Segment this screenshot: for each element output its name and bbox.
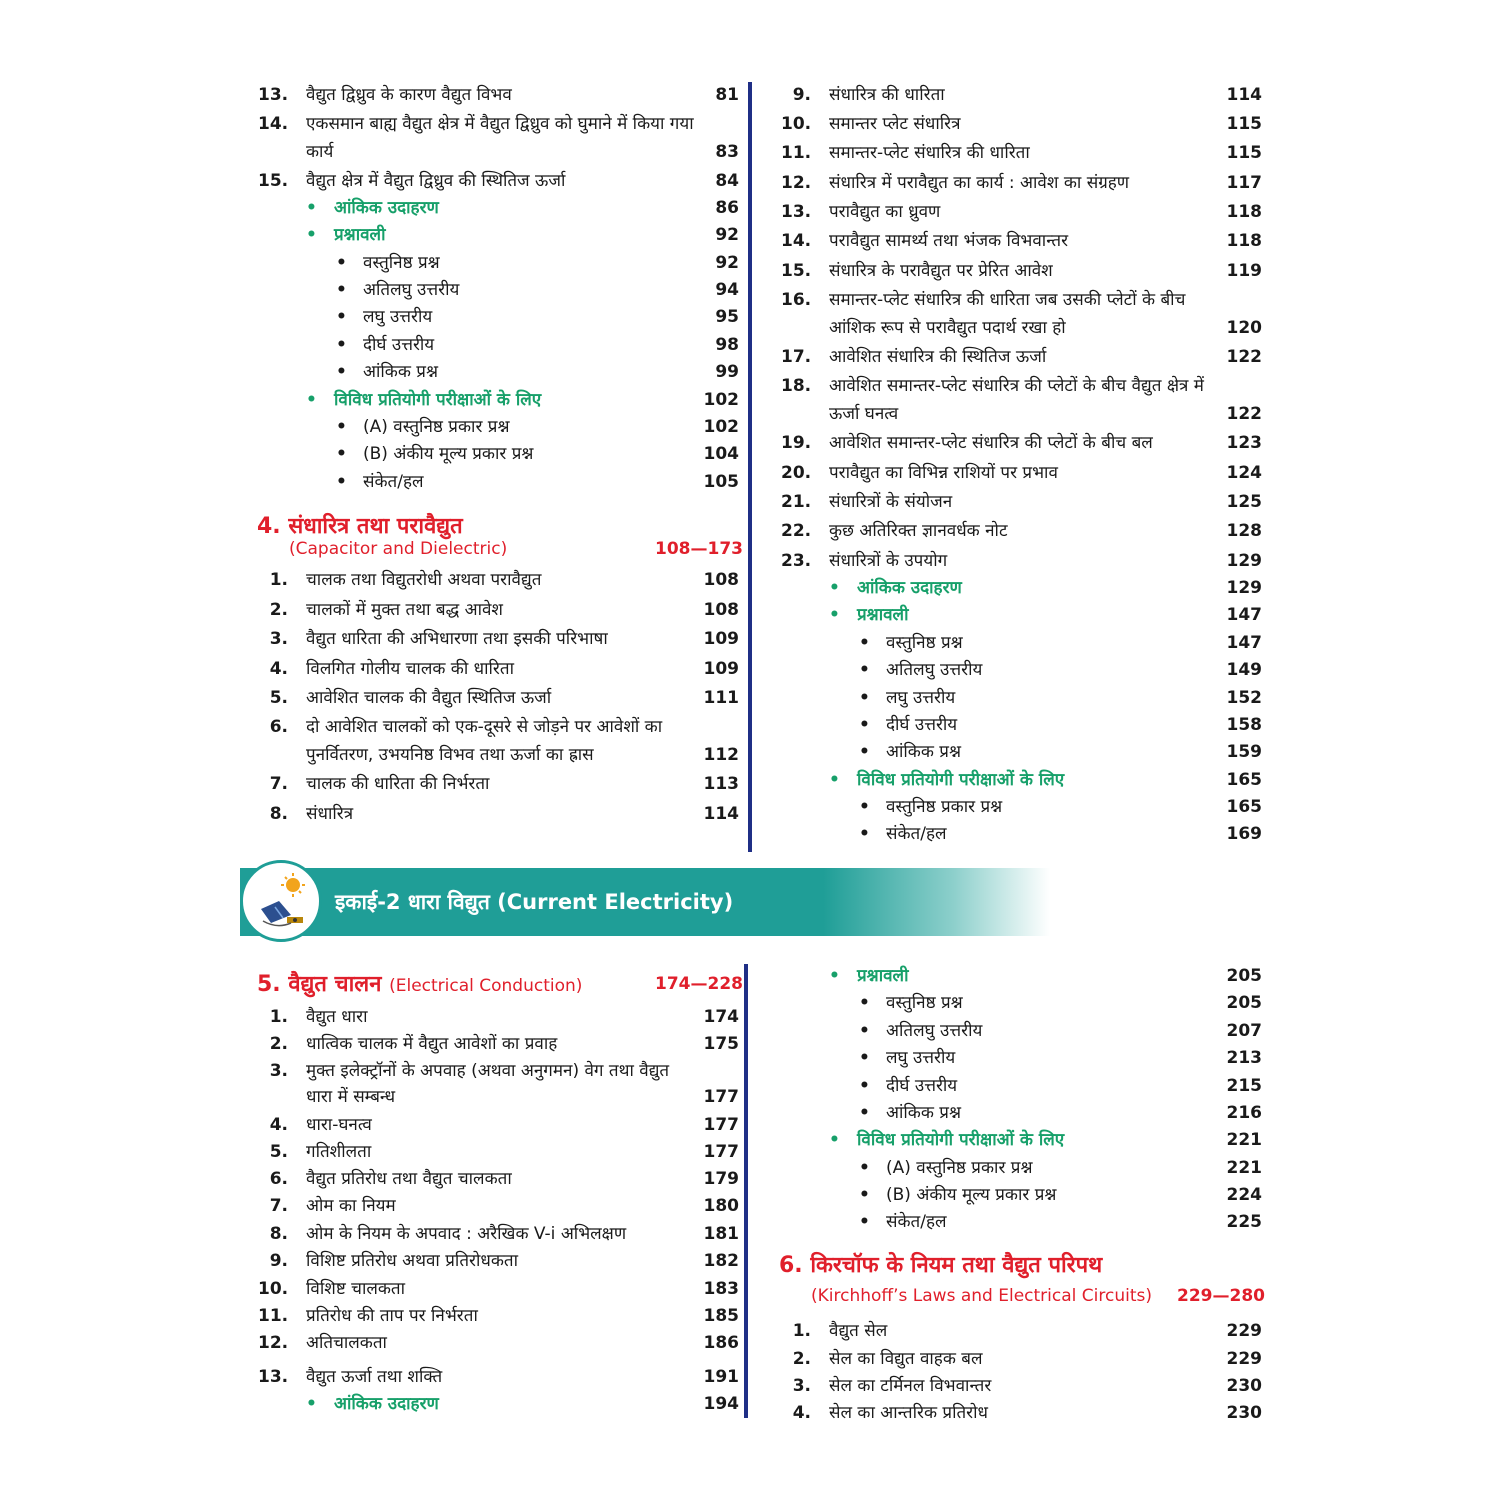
entry-page-number: 83 [715,142,739,162]
column-divider-bottom [744,964,748,1418]
entry-number: 9. [269,1251,288,1271]
entry-page-number: 186 [703,1333,739,1353]
entry-number: 12. [781,173,812,193]
bullet-icon: • [829,605,840,625]
entry-page-number: 225 [1226,1212,1262,1232]
entry-page-number: 207 [1226,1021,1262,1041]
bullet-icon: • [306,198,317,218]
entry-page-number: 177 [703,1115,739,1135]
entry-page-number: 177 [703,1087,739,1107]
bullet-icon: • [336,307,347,327]
bullet-icon: • [859,660,870,680]
bullet-icon: • [859,1076,870,1096]
entry-number: 6. [269,1169,288,1189]
entry-title: आंकिक उदाहरण [857,578,962,598]
entry-page-number: 191 [703,1367,739,1387]
entry-number: 5. [269,1142,288,1162]
entry-title: संकेत/हल [886,824,947,844]
bullet-icon: • [859,1048,870,1068]
toc-column-chapter-6 [781,0,1262,1430]
entry-page-number: 118 [1226,231,1262,251]
entry-page-number: 215 [1226,1076,1262,1096]
entry-number: 6. [269,717,288,737]
entry-title: मुक्त इलेक्ट्रॉनों के अपवाह (अथवा अनुगमन) वेग तथा वैद्युत [306,1061,670,1081]
entry-title: प्रश्नावली [334,225,386,245]
toc-column-chapter-5-left [258,0,739,1430]
entry-page-number: 182 [703,1251,739,1271]
bullet-icon: • [306,225,317,245]
entry-number: 17. [781,347,812,367]
entry-title: सेल का आन्तरिक प्रतिरोध [829,1403,988,1423]
entry-page-number: 152 [1226,688,1262,708]
entry-number: 1. [269,1007,288,1027]
entry-title: संधारित्रों के उपयोग [829,551,948,571]
bullet-icon: • [336,472,347,492]
entry-page-number: 114 [703,804,739,824]
entry-number: 11. [781,143,812,163]
entry-number: 13. [258,85,289,105]
entry-number: 9. [792,85,811,105]
entry-title: कुछ अतिरिक्त ज्ञानवर्धक नोट [829,521,1008,541]
bullet-icon: • [306,1394,317,1414]
entry-page-number: 115 [1226,114,1262,134]
entry-page-number: 179 [703,1169,739,1189]
entry-page-number: 102 [703,390,739,410]
chapter-5-pages: 174—228 [655,974,743,994]
entry-title: आंशिक रूप से परावैद्युत पदार्थ रखा हो [829,318,1066,338]
entry-page-number: 92 [715,225,739,245]
entry-title: संधारित्र [306,804,354,824]
entry-page-number: 108 [703,600,739,620]
entry-number: 14. [781,231,812,251]
bullet-icon: • [859,688,870,708]
entry-page-number: 224 [1226,1185,1262,1205]
entry-page-number: 119 [1226,261,1262,281]
entry-page-number: 229 [1226,1321,1262,1341]
entry-page-number: 86 [715,198,739,218]
entry-page-number: 102 [703,417,739,437]
entry-title: संकेत/हल [886,1212,947,1232]
entry-title: वस्तुनिष्ठ प्रश्न [886,993,963,1013]
entry-title: वस्तुनिष्ठ प्रकार प्रश्न [886,797,1003,817]
entry-page-number: 95 [715,307,739,327]
column-divider-top [748,82,752,852]
entry-title: संधारित्रों के संयोजन [829,492,953,512]
entry-title: लघु उत्तरीय [886,688,956,708]
entry-title: समान्तर प्लेट संधारित्र [829,114,961,134]
entry-title: (B) अंकीय मूल्य प्रकार प्रश्न [886,1185,1057,1205]
entry-title: सेल का टर्मिनल विभवान्तर [829,1376,992,1396]
entry-page-number: 118 [1226,202,1262,222]
entry-page-number: 216 [1226,1103,1262,1123]
entry-number: 8. [269,804,288,824]
entry-title: दो आवेशित चालकों को एक-दूसरे से जोड़ने पर आवेशों का [306,717,663,737]
entry-page-number: 147 [1226,633,1262,653]
entry-page-number: 230 [1226,1376,1262,1396]
entry-title: वस्तुनिष्ठ प्रश्न [363,253,440,273]
entry-page-number: 230 [1226,1403,1262,1423]
entry-title: (B) अंकीय मूल्य प्रकार प्रश्न [363,444,534,464]
bullet-icon: • [829,578,840,598]
entry-title: वैद्युत प्रतिरोध तथा वैद्युत चालकता [306,1169,512,1189]
entry-title: विलगित गोलीय चालक की धारिता [306,659,514,679]
entry-title: वैद्युत धारा [306,1007,368,1027]
entry-title: आंकिक उदाहरण [334,198,439,218]
entry-title: दीर्घ उत्तरीय [886,715,958,735]
entry-title: (A) वस्तुनिष्ठ प्रकार प्रश्न [363,417,510,437]
entry-page-number: 117 [1226,173,1262,193]
entry-page-number: 129 [1226,551,1262,571]
entry-page-number: 125 [1226,492,1262,512]
entry-number: 4. [792,1403,811,1423]
entry-page-number: 213 [1226,1048,1262,1068]
entry-title: चालक तथा विद्युतरोधी अथवा परावैद्युत [306,570,542,590]
chapter-4-pages: 108—173 [655,539,743,559]
entry-title: परावैद्युत सामर्थ्य तथा भंजक विभवान्तर [829,231,1069,251]
entry-number: 3. [792,1376,811,1396]
entry-title: संधारित्र के परावैद्युत पर प्रेरित आवेश [829,261,1053,281]
entry-number: 3. [269,629,288,649]
chapter-4-title[interactable]: 4. संधारित्र तथा परावैद्युत [257,514,463,539]
entry-page-number: 181 [703,1224,739,1244]
entry-page-number: 194 [703,1394,739,1414]
entry-number: 10. [781,114,812,134]
entry-page-number: 169 [1226,824,1262,844]
entry-page-number: 122 [1226,404,1262,424]
entry-title: संकेत/हल [363,472,424,492]
entry-number: 13. [258,1367,289,1387]
entry-title: प्रतिरोध की ताप पर निर्भरता [306,1306,478,1326]
chapter-6-subtitle: (Kirchhoff’s Laws and Electrical Circuits) [811,1286,1152,1306]
bullet-icon: • [859,824,870,844]
entry-page-number: 109 [703,659,739,679]
entry-title: लघु उत्तरीय [886,1048,956,1068]
entry-title: धारा में सम्बन्ध [306,1087,396,1107]
entry-title: ओम के नियम के अपवाद : अरैखिक V-i अभिलक्षण [306,1224,627,1244]
entry-page-number: 92 [715,253,739,273]
bullet-icon: • [859,633,870,653]
bullet-icon: • [306,390,317,410]
entry-number: 7. [269,1196,288,1216]
entry-page-number: 113 [703,774,739,794]
entry-title: आवेशित संधारित्र की स्थितिज ऊर्जा [829,347,1047,367]
entry-number: 20. [781,463,812,483]
entry-number: 21. [781,492,812,512]
entry-title: विविध प्रतियोगी परीक्षाओं के लिए [857,770,1065,790]
entry-page-number: 175 [703,1034,739,1054]
entry-number: 11. [258,1306,289,1326]
entry-page-number: 177 [703,1142,739,1162]
entry-number: 1. [792,1321,811,1341]
entry-number: 19. [781,433,812,453]
entry-page-number: 159 [1226,742,1262,762]
entry-title: सेल का विद्युत वाहक बल [829,1349,983,1369]
entry-number: 13. [781,202,812,222]
bullet-icon: • [859,1021,870,1041]
entry-title: ऊर्जा घनत्व [829,404,899,424]
entry-title: संधारित्र की धारिता [829,85,945,105]
entry-title: दीर्घ उत्तरीय [886,1076,958,1096]
entry-page-number: 128 [1226,521,1262,541]
entry-page-number: 205 [1226,966,1262,986]
entry-title: कार्य [306,142,334,162]
entry-number: 2. [269,1034,288,1054]
entry-page-number: 165 [1226,770,1262,790]
entry-title: विविध प्रतियोगी परीक्षाओं के लिए [334,390,542,410]
entry-number: 10. [258,1279,289,1299]
entry-page-number: 221 [1226,1158,1262,1178]
entry-title: आंकिक प्रश्न [886,1103,961,1123]
entry-title: वैद्युत क्षेत्र में वैद्युत द्विध्रुव की स्थितिज ऊर्जा [306,171,566,191]
entry-title: अतिचालकता [306,1333,387,1353]
entry-number: 23. [781,551,812,571]
entry-title: आवेशित समान्तर-प्लेट संधारित्र की प्लेटों के बीच वैद्युत क्षेत्र में [829,376,1204,396]
bullet-icon: • [336,362,347,382]
entry-page-number: 149 [1226,660,1262,680]
entry-number: 2. [269,600,288,620]
entry-page-number: 98 [715,335,739,355]
entry-title: विशिष्ट चालकता [306,1279,406,1299]
entry-title: धारा-घनत्व [306,1115,372,1135]
entry-page-number: 115 [1226,143,1262,163]
entry-page-number: 147 [1226,605,1262,625]
entry-page-number: 94 [715,280,739,300]
entry-title: दीर्घ उत्तरीय [363,335,435,355]
entry-page-number: 104 [703,444,739,464]
entry-number: 1. [269,570,288,590]
entry-title: आंकिक प्रश्न [886,742,961,762]
entry-number: 4. [269,1115,288,1135]
bullet-icon: • [859,1185,870,1205]
entry-page-number: 165 [1226,797,1262,817]
entry-title: प्रश्नावली [857,605,909,625]
bullet-icon: • [859,797,870,817]
bullet-icon: • [859,742,870,762]
entry-number: 7. [269,774,288,794]
bullet-icon: • [829,966,840,986]
entry-page-number: 122 [1226,347,1262,367]
entry-title: वैद्युत ऊर्जा तथा शक्ति [306,1367,443,1387]
chapter-6-title[interactable]: 6. किरचॉफ के नियम तथा वैद्युत परिपथ [779,1253,1103,1278]
entry-number: 22. [781,521,812,541]
entry-title: एकसमान बाह्य वैद्युत क्षेत्र में वैद्युत द्विध्रुव को घुमाने में किया गया [306,114,694,134]
entry-title: प्रश्नावली [857,966,909,986]
entry-page-number: 174 [703,1007,739,1027]
bullet-icon: • [859,1158,870,1178]
bullet-icon: • [336,444,347,464]
entry-number: 4. [269,659,288,679]
entry-number: 14. [258,114,289,134]
entry-title: विशिष्ट प्रतिरोध अथवा प्रतिरोधकता [306,1251,518,1271]
entry-number: 16. [781,290,812,310]
entry-number: 12. [258,1333,289,1353]
entry-page-number: 180 [703,1196,739,1216]
entry-page-number: 158 [1226,715,1262,735]
entry-page-number: 105 [703,472,739,492]
entry-page-number: 120 [1226,318,1262,338]
entry-number: 15. [258,171,289,191]
entry-page-number: 112 [703,745,739,765]
entry-title: (A) वस्तुनिष्ठ प्रकार प्रश्न [886,1158,1033,1178]
entry-page-number: 84 [715,171,739,191]
entry-title: वस्तुनिष्ठ प्रश्न [886,633,963,653]
bullet-icon: • [336,335,347,355]
entry-title: समान्तर-प्लेट संधारित्र की धारिता जब उसकी प्लेटों के बीच [829,290,1186,310]
entry-title: आवेशित समान्तर-प्लेट संधारित्र की प्लेटों के बीच बल [829,433,1153,453]
entry-title: चालकों में मुक्त तथा बद्ध आवेश [306,600,503,620]
entry-number: 18. [781,376,812,396]
entry-number: 8. [269,1224,288,1244]
entry-number: 15. [781,261,812,281]
entry-title: गतिशीलता [306,1142,372,1162]
entry-title: परावैद्युत का विभिन्न राशियों पर प्रभाव [829,463,1058,483]
entry-page-number: 108 [703,570,739,590]
entry-title: विविध प्रतियोगी परीक्षाओं के लिए [857,1130,1065,1150]
entry-page-number: 99 [715,362,739,382]
entry-title: पुनर्वितरण, उभयनिष्ठ विभव तथा ऊर्जा का ह्रास [306,745,594,765]
entry-title: वैद्युत धारिता की अभिधारणा तथा इसकी परिभाषा [306,629,608,649]
entry-title: आंकिक प्रश्न [363,362,438,382]
bullet-icon: • [336,417,347,437]
entry-page-number: 123 [1226,433,1262,453]
entry-title: ओम का नियम [306,1196,396,1216]
entry-page-number: 81 [715,85,739,105]
bullet-icon: • [829,1130,840,1150]
entry-title: अतिलघु उत्तरीय [886,1021,983,1041]
entry-page-number: 111 [703,688,739,708]
entry-title: अतिलघु उत्तरीय [886,660,983,680]
chapter-5-title-text: 5. वैद्युत चालन [257,972,382,997]
entry-number: 5. [269,688,288,708]
bullet-icon: • [829,770,840,790]
entry-number: 3. [269,1061,288,1081]
chapter-4-subtitle: (Capacitor and Dielectric) [289,539,508,559]
entry-page-number: 185 [703,1306,739,1326]
entry-title: वैद्युत द्विध्रुव के कारण वैद्युत विभव [306,85,512,105]
chapter-6-pages: 229—280 [1177,1286,1265,1306]
bullet-icon: • [859,715,870,735]
entry-title: आवेशित चालक की वैद्युत स्थितिज ऊर्जा [306,688,552,708]
entry-page-number: 129 [1226,578,1262,598]
entry-page-number: 221 [1226,1130,1262,1150]
bullet-icon: • [336,280,347,300]
unit-banner-title[interactable]: इकाई-2 धारा विद्युत (Current Electricity) [335,890,734,914]
entry-page-number: 124 [1226,463,1262,483]
bullet-icon: • [336,253,347,273]
entry-page-number: 205 [1226,993,1262,1013]
entry-title: चालक की धारिता की निर्भरता [306,774,490,794]
entry-title: धात्विक चालक में वैद्युत आवेशों का प्रवाह [306,1034,558,1054]
entry-page-number: 183 [703,1279,739,1299]
entry-title: वैद्युत सेल [829,1321,888,1341]
chapter-5-subtitle: (Electrical Conduction) [389,976,583,996]
bullet-icon: • [859,1212,870,1232]
entry-title: अतिलघु उत्तरीय [363,280,460,300]
entry-page-number: 229 [1226,1349,1262,1369]
entry-title: परावैद्युत का ध्रुवण [829,202,941,222]
entry-title: संधारित्र में परावैद्युत का कार्य : आवेश का संग्रहण [829,173,1130,193]
bullet-icon: • [859,1103,870,1123]
entry-number: 2. [792,1349,811,1369]
bullet-icon: • [859,993,870,1013]
entry-title: समान्तर-प्लेट संधारित्र की धारिता [829,143,1030,163]
entry-page-number: 109 [703,629,739,649]
entry-title: आंकिक उदाहरण [334,1394,439,1414]
entry-page-number: 114 [1226,85,1262,105]
entry-title: लघु उत्तरीय [363,307,433,327]
